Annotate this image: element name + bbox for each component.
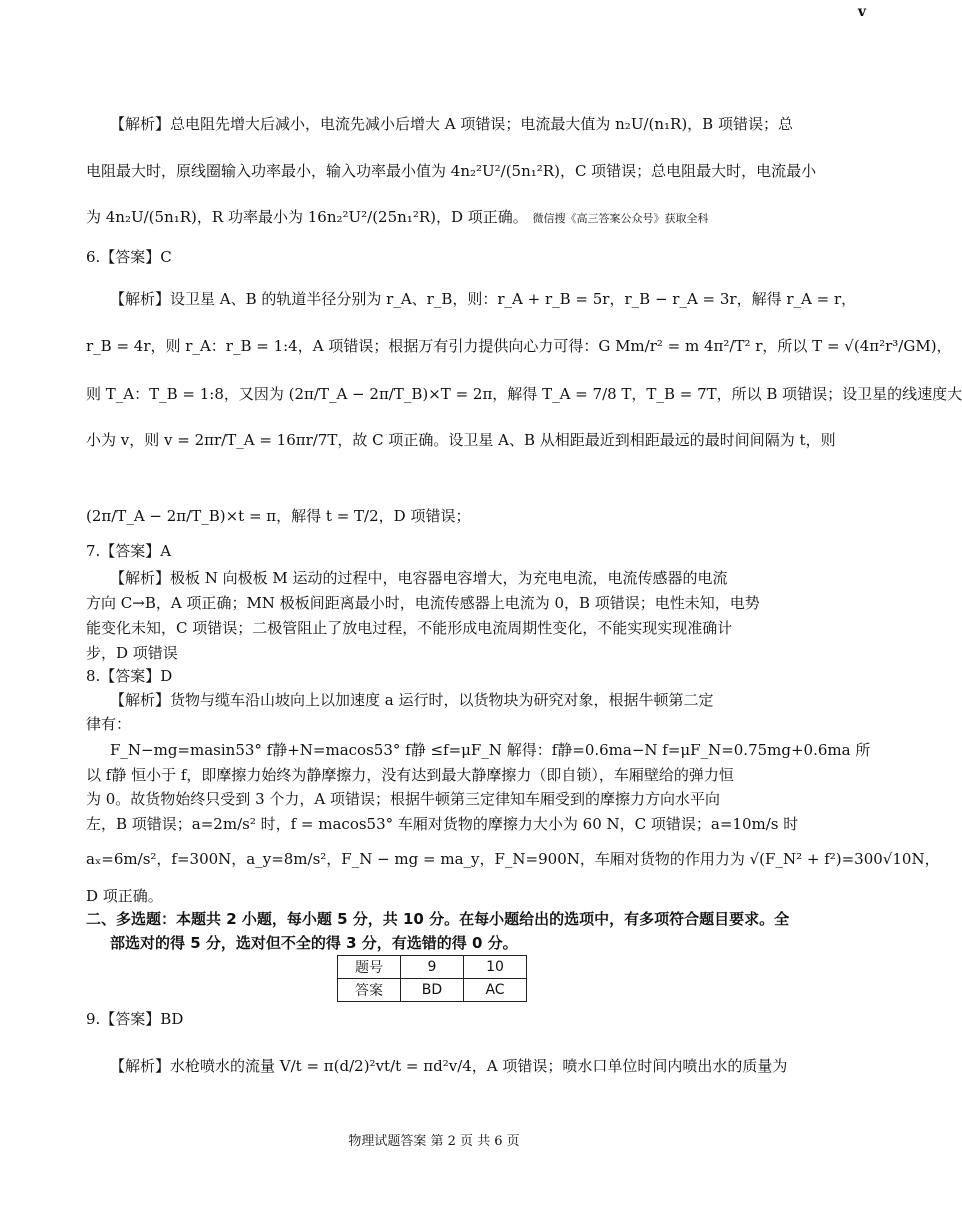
text-line: 小为 v，则 v = 2πr/T_A = 16πr/7T，故 C 项正确。设卫星 A、B 从相距最近到相距最远的最时间间隔为 t，则	[86, 431, 836, 449]
corner-mark: v	[857, 4, 866, 20]
answer-heading: 9.【答案】BD	[86, 1010, 184, 1028]
text-line: 律有：	[86, 715, 132, 733]
section-heading: 二、多选题：本题共 2 小题，每小题 5 分，共 10 分。在每小题给出的选项中，有多项符合题目要求。全	[86, 910, 790, 928]
page-footer: 物理试题答案 第 2 页 共 6 页	[348, 1134, 520, 1149]
section-heading: 部选对的得 5 分，选对但不全的得 3 分，有选错的得 0 分。	[110, 934, 518, 952]
text-line: 步，D 项错误	[86, 644, 178, 662]
text-line: (2π/T_A − 2π/T_B)×t = π，解得 t = T/2，D 项错误；	[86, 507, 471, 525]
text-line: 电阻最大时，原线圈输入功率最小，输入功率最小值为 4n₂²U²/(5n₁²R)，C 项错误；总电阻最大时，电流最小	[86, 162, 817, 180]
text-line: 【解析】货物与缆车沿山坡向上以加速度 a 运行时，以货物块为研究对象，根据牛顿第二定	[110, 691, 714, 709]
text-line: 【解析】极板 N 向极板 M 运动的过程中，电容器电容增大，为充电电流，电流传感器的电流	[110, 569, 728, 587]
text-line: 【解析】总电阻先增大后减小，电流先减小后增大 A 项错误；电流最大值为 n₂U/(n₁R)，B 项错误；总	[110, 115, 793, 133]
answer-heading: 7.【答案】A	[86, 542, 172, 560]
table-cell: 10	[464, 956, 527, 979]
text-line: aₓ=6m/s²，f=300N，a_y=8m/s²，F_N − mg = ma_y，F_N=900N，车厢对货物的作用力为 √(F_N² + f²)=300√10N，	[86, 850, 940, 868]
table-cell: 9	[401, 956, 464, 979]
text-line: r_B = 4r，则 r_A：r_B = 1:4，A 项错误；根据万有引力提供向心力可得：G Mm/r² = m 4π²/T² r，所以 T = √(4π²r³/GM)，	[86, 337, 952, 355]
answer-table	[337, 955, 527, 1002]
table-row	[338, 956, 527, 979]
text-line: 则 T_A：T_B = 1:8，又因为 (2π/T_A − 2π/T_B)×T = 2π，解得 T_A = 7/8 T，T_B = 7T，所以 B 项错误；设卫星的线速度大	[86, 385, 962, 403]
text-line: 以 f静 恒小于 f，即摩擦力始终为静摩擦力，没有达到最大静摩擦力（即自锁），车厢壁给的弹力恒	[86, 766, 734, 784]
answer-heading: 6.【答案】C	[86, 248, 172, 266]
answer-heading: 8.【答案】D	[86, 667, 173, 685]
text-line: 【解析】水枪喷水的流量 V/t = π(d/2)²vt/t = πd²v/4，A 项错误；喷水口单位时间内喷出水的质量为	[110, 1057, 788, 1075]
text-line: 【解析】设卫星 A、B 的轨道半径分别为 r_A、r_B，则：r_A + r_B = 5r，r_B − r_A = 3r，解得 r_A = r，	[110, 290, 857, 308]
text-line: F_N−mg=masin53° f静+N=macos53° f静 ≤f=μF_N 解得：f静=0.6ma−N f=μF_N=0.75mg+0.6ma 所	[110, 741, 871, 759]
text-span: 为 4n₂U/(5n₁R)，R 功率最小为 16n₂²U²/(25n₁²R)，D 项正确。	[86, 208, 528, 226]
table-cell: 答案	[338, 979, 401, 1002]
text-line: 能变化未知，C 项错误；二极管阻止了放电过程，不能形成电流周期性变化，不能实现实现准确计	[86, 619, 733, 637]
text-line: 方向 C→B，A 项正确；MN 极板间距离最小时，电流传感器上电流为 0，B 项错误；电性未知，电势	[86, 594, 760, 612]
text-line: 左，B 项错误；a=2m/s² 时，f = macos53° 车厢对货物的摩擦力大小为 60 N，C 项错误；a=10m/s 时	[86, 815, 799, 833]
table-cell: 题号	[338, 956, 401, 979]
text-line: 为 0。故货物始终只受到 3 个力，A 项错误；根据牛顿第三定律知车厢受到的摩擦力方向水平向	[86, 790, 720, 808]
table-row	[338, 979, 527, 1002]
table-cell: AC	[464, 979, 527, 1002]
watermark-note: 微信搜《高三答案公众号》获取全科	[532, 212, 709, 225]
table-cell: BD	[401, 979, 464, 1002]
text-line	[86, 206, 782, 230]
text-line: D 项正确。	[86, 887, 163, 905]
